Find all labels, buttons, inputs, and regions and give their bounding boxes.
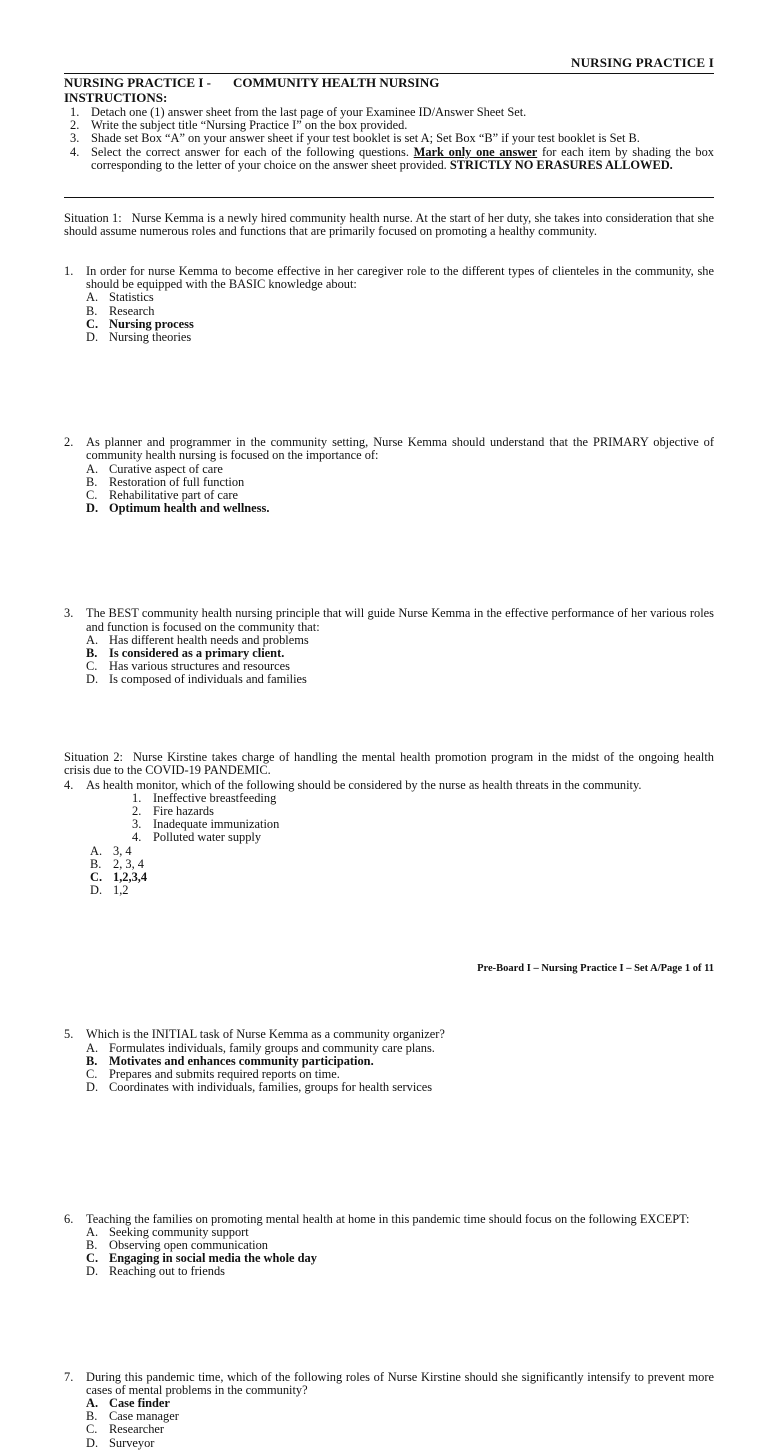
question-1: 1. In order for nurse Kemma to become effective in her caregiver role to the different types of clienteles in the community, she should be equipped with the BASIC knowledge about: A. Statistics B. Research C. Nursing process D. Nursing theories bbox=[64, 264, 714, 345]
option-item: D. Surveyor bbox=[86, 1435, 155, 1450]
statement-item: 4. Polluted water supply bbox=[132, 830, 262, 845]
question-stem: During this pandemic time, which of the following roles of Nurse Kirstine should she significantly intensify to prevent more cases of mental problems in the community? bbox=[86, 1369, 714, 1397]
option-item: D. Nursing theories bbox=[86, 330, 192, 345]
option-item: B. Case manager bbox=[86, 1409, 179, 1424]
emphasis-text: Mark only one answer bbox=[413, 144, 538, 159]
question-7: 7. During this pandemic time, which of the following roles of Nurse Kirstine should she significantly intensify to prevent more cases of mental problems in the community? A. Case finder B. Case manager C. Researcher D. Surveyor bbox=[64, 1369, 714, 1450]
instruction-item: 3. Shade set Box “A” on your answer sheet if your test booklet is set A; Set Box “B” if your test booklet is Set B. bbox=[70, 131, 640, 146]
question-stem: As health monitor, which of the following should be considered by the nurse as health threats in the community. bbox=[86, 777, 642, 792]
situation-2: Situation 2: Nurse Kirstine takes charge of handling the mental health promotion program in the midst of the ongoing health crisis due to the COVID-19 PANDEMIC. bbox=[64, 750, 714, 778]
option-item-answer: C. Engaging in social media the whole day bbox=[86, 1251, 317, 1266]
instruction-item: 4. Select the correct answer for each of the following questions. Mark only one answer for each item by shading the box corresponding to the letter of your choice on the answer sheet provided. STRICTLY NO ERASURES ALLOWED. bbox=[70, 144, 714, 172]
question-6: 6. Teaching the families on promoting mental health at home in this pandemic time should focus on the following EXCEPT: A. Seeking community support B. Observing open communication C. Engaging in social media the whole day D. Reaching out to friends bbox=[64, 1213, 714, 1279]
options-list bbox=[64, 463, 714, 516]
question-3: 3. The BEST community health nursing principle that will guide Nurse Kemma in the effective performance of her various roles and function is focused on the community that: A. Has different health needs and problems B. Is considered as a primary client. C. Has various structures and resources D. Is composed of individuals and families bbox=[64, 606, 714, 687]
question-stem: Which is the INITIAL task of Nurse Kemma as a community organizer? bbox=[86, 1027, 445, 1042]
option-item-answer: C. Nursing process bbox=[86, 316, 194, 331]
statement-list bbox=[64, 792, 714, 845]
options-list bbox=[64, 634, 714, 687]
option-item: D. Is composed of individuals and families bbox=[86, 672, 307, 687]
option-item: A. Has different health needs and problems bbox=[86, 632, 309, 647]
running-header: NURSING PRACTICE I bbox=[570, 55, 714, 70]
option-item: B. Restoration of full function bbox=[86, 474, 245, 489]
question-2: 2. As planner and programmer in the community setting, Nurse Kemma should understand that the PRIMARY objective of community health nursing is focused on the importance of: A. Curative aspect of care B. Restoration of full function C. Rehabilitative part of care D. Optimum health and wellness. bbox=[64, 435, 714, 516]
question-stem: As planner and programmer in the community setting, Nurse Kemma should understand that the PRIMARY objective of community health nursing is focused on the importance of: bbox=[86, 435, 714, 463]
option-item-answer: C. 1,2,3,4 bbox=[90, 870, 148, 885]
instruction-item: 1. Detach one (1) answer sheet from the last page of your Examinee ID/Answer Sheet Set. bbox=[70, 105, 527, 119]
option-item: A. Seeking community support bbox=[86, 1224, 249, 1239]
question-stem: Teaching the families on promoting mental health at home in this pandemic time should focus on the following EXCEPT: bbox=[86, 1211, 690, 1226]
warning-text: STRICTLY NO ERASURES ALLOWED. bbox=[449, 157, 673, 172]
options-list bbox=[64, 291, 714, 344]
option-item: C. Prepares and submits required reports on time. bbox=[86, 1067, 340, 1082]
option-item: A. Statistics bbox=[86, 290, 154, 305]
options-list bbox=[64, 1397, 714, 1450]
option-item: B. Observing open communication bbox=[86, 1237, 268, 1252]
situation-1: Situation 1: Nurse Kemma is a newly hired community health nurse. At the start of her duty, she takes into consideration that she should assume numerous roles and functions that are primarily focused on promoting a healthy community. bbox=[64, 211, 714, 239]
question-5: 5. Which is the INITIAL task of Nurse Kemma as a community organizer? A. Formulates individuals, family groups and community care plans. B. Motivates and enhances community participation. C. Prepares and submits required reports on time. D. Coordinates with individuals, families, groups for health services bbox=[64, 1028, 714, 1094]
instructions-list bbox=[64, 106, 714, 172]
title-topic: COMMUNITY HEALTH NURSING bbox=[233, 75, 440, 90]
statement-item: 3. Inadequate immunization bbox=[132, 817, 280, 832]
statement-item: 2. Fire hazards bbox=[132, 804, 214, 819]
option-item: A. Formulates individuals, family groups and community care plans. bbox=[86, 1040, 435, 1055]
question-stem: The BEST community health nursing principle that will guide Nurse Kemma in the effective performance of her various roles and function is focused on the community that: bbox=[86, 606, 714, 634]
option-item: D. Coordinates with individuals, families, groups for health services bbox=[86, 1080, 433, 1095]
question-stem: In order for nurse Kemma to become effective in her caregiver role to the different types of clienteles in the community, she should be equipped with the BASIC knowledge about: bbox=[86, 264, 714, 292]
question-4: 4. As health monitor, which of the following should be considered by the nurse as health threats in the community. 1. Ineffective breastfeeding 2. Fire hazards 3. Inadequate immunization 4. Polluted water supply A. 3, 4 B. 2, 3, 4 C. 1,2,3,4 D. 1,2 bbox=[64, 779, 714, 898]
statement-item: 1. Ineffective breastfeeding bbox=[132, 790, 277, 805]
exam-page bbox=[64, 0, 714, 1450]
options-list bbox=[64, 1042, 714, 1095]
option-item: D. 1,2 bbox=[90, 883, 129, 898]
option-item-answer: B. Is considered as a primary client. bbox=[86, 646, 285, 661]
options-list bbox=[64, 845, 714, 898]
option-item: A. Curative aspect of care bbox=[86, 461, 223, 476]
option-item: D. Reaching out to friends bbox=[86, 1264, 225, 1279]
title-subject: NURSING PRACTICE I - bbox=[64, 75, 211, 90]
option-item-answer: B. Motivates and enhances community participation. bbox=[86, 1053, 374, 1068]
page-title bbox=[64, 76, 439, 89]
option-item: C. Rehabilitative part of care bbox=[86, 488, 239, 503]
option-item-answer: D. Optimum health and wellness. bbox=[86, 501, 270, 516]
option-item: B. 2, 3, 4 bbox=[90, 856, 144, 871]
header-rule bbox=[64, 73, 714, 74]
instructions-heading: INSTRUCTIONS: bbox=[64, 90, 168, 105]
option-item: B. Research bbox=[86, 303, 155, 318]
option-item: A. 3, 4 bbox=[90, 843, 132, 858]
page-footer: Pre-Board I – Nursing Practice I – Set A/Page 1 of 11 bbox=[477, 963, 714, 974]
option-item: C. Researcher bbox=[86, 1422, 165, 1437]
instructions-rule bbox=[64, 197, 714, 198]
option-item: C. Has various structures and resources bbox=[86, 659, 290, 674]
instruction-item: 2. Write the subject title “Nursing Practice I” on the box provided. bbox=[70, 118, 408, 133]
options-list bbox=[64, 1226, 714, 1279]
option-item-answer: A. Case finder bbox=[86, 1395, 170, 1410]
